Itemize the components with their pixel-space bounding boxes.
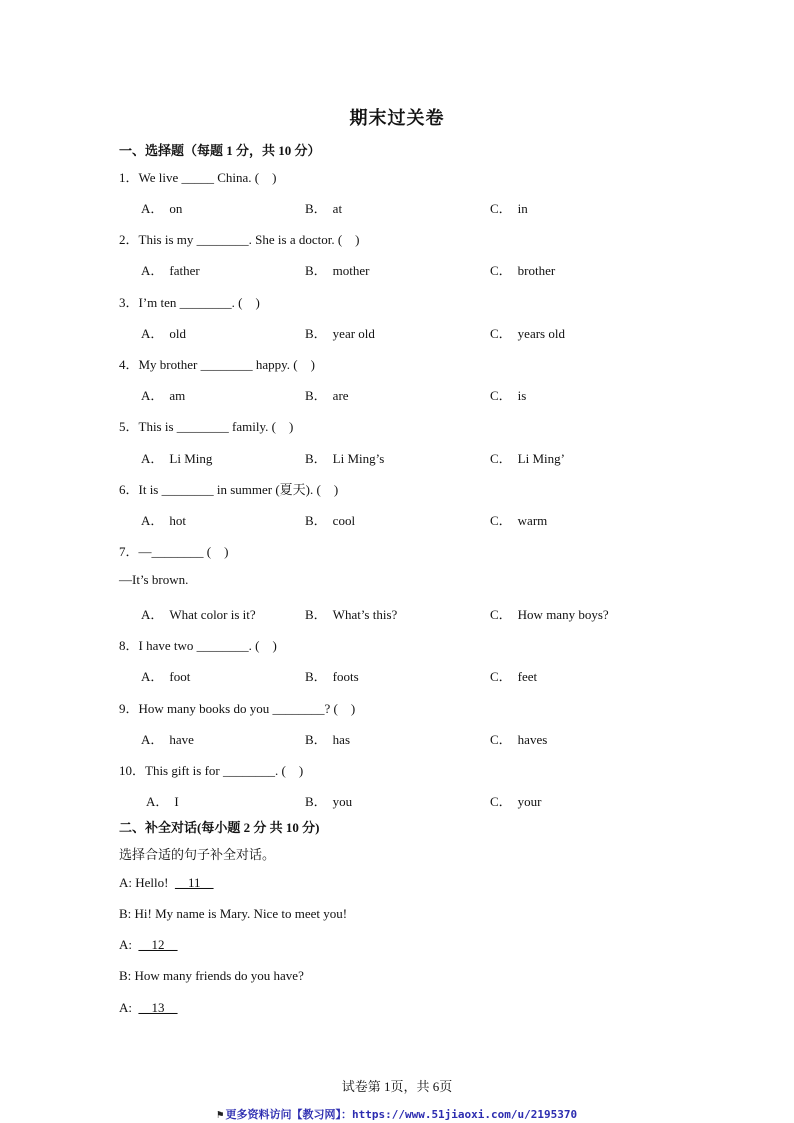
question-stem: 2．This is my ________. She is a doctor. ( ) — [119, 232, 360, 247]
option-c: C． in — [490, 201, 528, 216]
option-c: C． warm — [490, 513, 548, 528]
option-c: C． brother — [490, 263, 556, 278]
answer-blank: __12__ — [138, 937, 178, 952]
promo-banner[interactable] — [0, 1106, 794, 1122]
dialogue-line: B: Hi! My name is Mary. Nice to meet you! — [119, 906, 348, 921]
question-stem: 10．This gift is for ________. ( ) — [119, 763, 304, 778]
dialogue-line: B: How many friends do you have? — [119, 968, 304, 983]
page-footer: 试卷第 1页，共 6页 — [341, 1079, 453, 1094]
option-a: A． foot — [141, 669, 191, 684]
promo-banner-text[interactable]: 更多资料访问【教习网】：https://www.51jiaoxi.com/u/2195370 — [225, 1108, 578, 1121]
dialogue-line: A: __13__ — [119, 1000, 178, 1015]
question-stem: 9．How many books do you ________? ( ) — [119, 701, 356, 716]
question-stem: 4．My brother ________ happy. ( ) — [119, 357, 315, 372]
option-a: A． father — [141, 263, 200, 278]
question-stem: 8．I have two ________. ( ) — [119, 638, 277, 653]
dialogue-line: A: __12__ — [119, 937, 178, 952]
option-b: B． cool — [305, 513, 356, 528]
section2-instruction: 选择合适的句子补全对话。 — [119, 847, 276, 862]
question-stem: 7．—________ ( ) — [119, 544, 229, 559]
section1-heading: 一、选择题（每题 1 分，共 10 分） — [119, 143, 321, 158]
page-title: 期末过关卷 — [349, 108, 445, 128]
answer-blank: __13__ — [138, 1000, 178, 1015]
flag-icon: ⚑ — [216, 1108, 224, 1121]
option-c: C． years old — [490, 326, 565, 341]
option-c: C． is — [490, 388, 527, 403]
option-b: B． you — [305, 794, 353, 809]
section2-heading: 二、补全对话(每小题 2 分 共 10 分) — [119, 820, 320, 835]
option-a: A． have — [141, 732, 194, 747]
option-b: B． year old — [305, 326, 375, 341]
option-a: A． What color is it? — [141, 607, 256, 622]
option-c: C． haves — [490, 732, 548, 747]
option-b: B． mother — [305, 263, 370, 278]
option-b: B． are — [305, 388, 349, 403]
question-stem: 3．I’m ten ________. ( ) — [119, 295, 260, 310]
option-b: B． at — [305, 201, 343, 216]
option-a: A． Li Ming — [141, 451, 213, 466]
option-c: C． How many boys? — [490, 607, 609, 622]
option-a: A． am — [141, 388, 186, 403]
question-stem: 5．This is ________ family. ( ) — [119, 419, 294, 434]
option-c: C． your — [490, 794, 542, 809]
option-a: A． hot — [141, 513, 187, 528]
option-c: C． feet — [490, 669, 538, 684]
option-a: A． I — [146, 794, 179, 809]
dialogue-answer: —It’s brown. — [119, 572, 189, 587]
option-b: B． Li Ming’s — [305, 451, 385, 466]
option-b: B． What’s this? — [305, 607, 398, 622]
dialogue-line: A: Hello! __11__ — [119, 875, 214, 890]
answer-blank: __11__ — [174, 875, 214, 890]
question-stem: 6．It is ________ in summer (夏天). ( ) — [119, 482, 339, 497]
question-stem: 1．We live _____ China. ( ) — [119, 170, 277, 185]
option-b: B． has — [305, 732, 351, 747]
option-a: A． on — [141, 201, 183, 216]
option-c: C． Li Ming’ — [490, 451, 565, 466]
option-a: A． old — [141, 326, 187, 341]
option-b: B． foots — [305, 669, 359, 684]
